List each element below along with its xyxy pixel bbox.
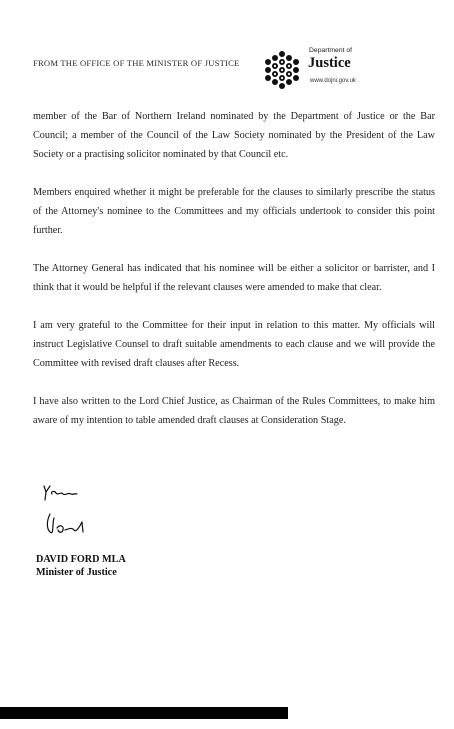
from-office-line: FROM THE OFFICE OF THE MINISTER OF JUSTICE	[33, 58, 240, 68]
department-logo	[262, 44, 412, 94]
handwritten-signature	[30, 478, 150, 548]
paragraph-1: member of the Bar of Northern Ireland nominated by the Department of Justice or the Bar Council; a member of the Council of the Law Society nominated by the President of the Law Society or a practising solicitor nominated by that Council etc.	[33, 111, 435, 160]
letter-body	[33, 107, 435, 449]
paragraph-5: I have also written to the Lord Chief Justice, as Chairman of the Rules Committees, to make him aware of my intention to table amended draft clauses at Consideration Stage.	[33, 396, 435, 426]
logo-department-of-text: Department of	[309, 47, 353, 54]
paragraph-4: I am very grateful to the Committee for their input in relation to this matter. My officials will instruct Legislative Counsel to draft suitable amendments to each clause and we will provide the Committee with revised draft clauses after Recess.	[33, 320, 435, 369]
paragraph-3: The Attorney General has indicated that his nominee will be either a solicitor or barrister, and I think that it would be helpful if the relevant clauses were amended to make that clear.	[33, 263, 435, 293]
footer-bar	[0, 707, 288, 719]
logo-justice-text: Justice	[308, 55, 351, 71]
paragraph-2: Members enquired whether it might be preferable for the clauses to similarly prescribe the status of the Attorney's nominee to the Committees and my officials undertook to consider this point further.	[33, 187, 435, 236]
signatory-title: Minister of Justice	[36, 567, 117, 578]
logo-url-text: www.dojni.gov.uk	[310, 78, 356, 84]
signatory-name: DAVID FORD MLA	[36, 554, 126, 565]
signoff-block	[36, 553, 126, 579]
department-of-justice-crest-icon	[262, 50, 302, 90]
